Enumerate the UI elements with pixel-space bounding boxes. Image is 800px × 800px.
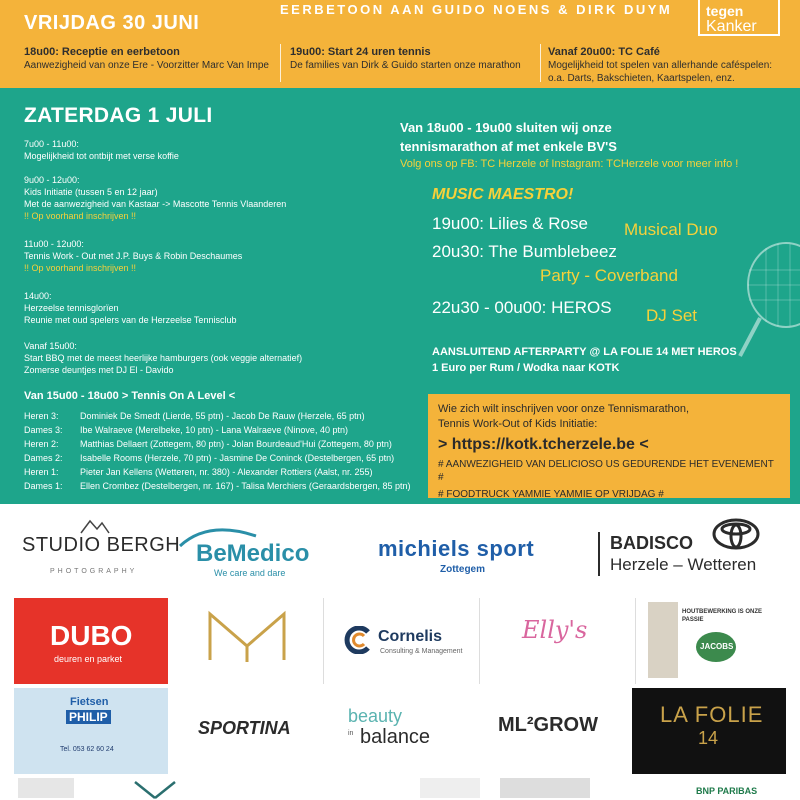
studio-bergh-logo-icon bbox=[80, 518, 110, 534]
program-line: Herzeelse tennisglorïen bbox=[24, 303, 119, 313]
event-text: Aanwezigheid van onze Ere - Voorzitter Marc Van Impe bbox=[24, 60, 269, 71]
sponsor-michiels-sport: michiels sport bbox=[378, 536, 535, 561]
program-line: Tennis Work - Out met J.P. Buys & Robin Deschaumes bbox=[24, 251, 243, 261]
bv-line1: Van 18u00 - 19u00 sluiten wij onze bbox=[400, 120, 612, 135]
program-line: Zomerse deuntjes met DJ El - Davido bbox=[24, 365, 174, 375]
sponsor-fietsen-philip bbox=[14, 688, 168, 774]
beauty-word: beauty bbox=[348, 706, 403, 726]
act-heros: 22u30 - 00u00: HEROS bbox=[432, 298, 612, 317]
match-players: Ellen Crombez (Destelbergen, nr. 167) - Talisa Merchiers (Geraardsbergen, 85 ptn) bbox=[80, 481, 411, 491]
sponsor-bnp-paribas: BNP PARIBAS bbox=[696, 786, 758, 796]
bv-line2: tennismarathon af met enkele BV'S bbox=[400, 139, 617, 154]
sponsor-jacobs bbox=[648, 598, 768, 684]
sponsor-sportina bbox=[170, 688, 324, 774]
jacobs-name: JACOBS bbox=[700, 642, 734, 651]
cornelis-logo-icon bbox=[344, 626, 372, 654]
note-line2: # FOODTRUCK YAMMIE YAMMIE OP VRIJDAG # bbox=[438, 489, 664, 500]
match-category: Heren 2: bbox=[24, 439, 59, 449]
match-row bbox=[24, 466, 372, 478]
match-category: Heren 1: bbox=[24, 467, 59, 477]
match-category: Dames 3: bbox=[24, 425, 63, 435]
match-category: Dames 1: bbox=[24, 481, 63, 491]
music-maestro-heading: MUSIC MAESTRO! bbox=[432, 186, 574, 203]
sponsor-thumbnail bbox=[420, 778, 480, 798]
badisco-name: BADISCO bbox=[610, 533, 694, 553]
sponsors-row-3 bbox=[0, 774, 800, 800]
divider bbox=[280, 44, 281, 82]
event-title: 18u00: Receptie en eerbetoon bbox=[24, 46, 180, 58]
dubo-name: DUBO bbox=[50, 620, 133, 651]
program-time: 11u00 - 12u00: bbox=[24, 239, 84, 249]
sponsor-dubo bbox=[14, 598, 168, 684]
match-row bbox=[24, 424, 348, 436]
signup-line2: Tennis Work-Out of Kids Initiatie: bbox=[438, 418, 598, 430]
act-heros-genre: DJ Set bbox=[646, 306, 698, 325]
program-item bbox=[24, 238, 242, 274]
event-text-2: o.a. Darts, Bakschieten, Kaartspelen, enz. bbox=[548, 73, 735, 84]
badisco-sub: Herzele – Wetteren bbox=[610, 555, 757, 574]
sponsor-thumbnail bbox=[500, 778, 590, 798]
program-warning: !! Op voorhand inschrijven !! bbox=[24, 263, 137, 273]
event-title: 19u00: Start 24 uren tennis bbox=[290, 46, 431, 58]
bv-announcement bbox=[400, 118, 790, 156]
program-line: Mogelijkheid tot ontbijt met verse koffie bbox=[24, 151, 179, 161]
philip-phone: Tel. 053 62 60 24 bbox=[60, 746, 114, 753]
sponsor-bemedico-sub: We care and dare bbox=[214, 568, 286, 578]
event-text: De families van Dirk & Guido starten onze marathon bbox=[290, 60, 521, 71]
match-row bbox=[24, 410, 365, 422]
monogram-logo-icon bbox=[204, 608, 290, 664]
sponsor-bemedico: BeMedico bbox=[196, 540, 310, 567]
cornelis-sub: Consulting & Management bbox=[380, 648, 463, 655]
signup-box bbox=[428, 394, 790, 498]
program-line: Reunie met oud spelers van de Herzeelse Tennisclub bbox=[24, 315, 237, 325]
program-item bbox=[24, 174, 286, 222]
act-bumblebeez: 20u30: The Bumblebeez bbox=[432, 242, 617, 261]
signup-line1: Wie zich wilt inschrijven voor onze Tennismarathon, bbox=[438, 403, 690, 415]
match-row bbox=[24, 452, 394, 464]
dubo-sub: deuren en parket bbox=[54, 654, 123, 664]
door-image-icon bbox=[648, 602, 678, 678]
sportina-name: SPORTINA bbox=[198, 718, 291, 738]
act-lilies-rose-genre: Musical Duo bbox=[624, 220, 718, 239]
afterparty-line2: 1 Euro per Rum / Wodka naar KOTK bbox=[432, 362, 620, 374]
fietsen-label: Fietsen bbox=[70, 696, 109, 708]
badge-line2: Kanker bbox=[706, 18, 757, 35]
program-line: Start BBQ met de meest heerlijke hamburgers (ook veggie alternatief) bbox=[24, 353, 303, 363]
jacobs-slogan: HOUTBEWERKING IS ONZE PASSIE bbox=[682, 609, 763, 623]
divider bbox=[540, 44, 541, 82]
note-line1: # AANWEZIGHEID VAN DELICIOSO US GEDURENDE HET EVENEMENT # bbox=[438, 459, 774, 483]
wings-logo-icon bbox=[130, 778, 180, 800]
sponsor-ellys bbox=[482, 598, 636, 684]
sponsor-thumbnail bbox=[18, 778, 74, 798]
program-time: Vanaf 15u00: bbox=[24, 341, 77, 351]
tennis-racket-icon bbox=[736, 240, 800, 360]
sponsor-michiels-sub: Zottegem bbox=[440, 564, 485, 575]
sponsor-monogram bbox=[170, 598, 324, 684]
match-players: Dominiek De Smedt (Lierde, 55 ptn) - Jacob De Rauw (Herzele, 65 ptn) bbox=[80, 411, 365, 421]
lafolie-number: 14 bbox=[698, 728, 719, 748]
match-players: Matthias Dellaert (Zottegem, 80 ptn) - Jolan Bourdeaud'Hui (Zottegem, 80 ptn) bbox=[80, 439, 392, 449]
match-players: Isabelle Rooms (Herzele, 70 ptn) - Jasmine De Coninck (Destelbergen, 65 ptn) bbox=[80, 453, 395, 463]
sponsor-studio-bergh-sub: PHOTOGRAPHY bbox=[50, 568, 138, 575]
event-title: Vanaf 20u00: TC Café bbox=[548, 46, 660, 58]
friday-section bbox=[0, 0, 800, 88]
cornelis-name: Cornelis bbox=[378, 628, 443, 645]
act-bumblebeez-genre: Party - Coverband bbox=[540, 266, 678, 285]
signup-link[interactable]: > https://kotk.tcherzele.be < bbox=[438, 436, 649, 453]
program-time: 14u00: bbox=[24, 291, 52, 301]
match-category: Dames 2: bbox=[24, 453, 63, 463]
program-item bbox=[24, 290, 236, 326]
program-time: 9u00 - 12u00: bbox=[24, 175, 80, 185]
event-text: Mogelijkheid tot spelen van allerhande caféspelen: bbox=[548, 60, 773, 71]
act-lilies-rose: 19u00: Lilies & Rose bbox=[432, 214, 588, 233]
match-category: Heren 3: bbox=[24, 411, 59, 421]
friday-event-1 bbox=[24, 46, 274, 72]
friday-event-2 bbox=[290, 46, 540, 72]
program-line: Kids Initiatie (tussen 5 en 12 jaar) bbox=[24, 187, 158, 197]
sponsor-mlgrow bbox=[482, 688, 636, 774]
kotk-badge bbox=[698, 0, 780, 36]
match-players: Ibe Walraeve (Merelbeke, 10 ptn) - Lana Walraeve (Ninove, 40 ptn) bbox=[80, 425, 348, 435]
philip-name: PHILIP bbox=[66, 710, 111, 724]
saturday-title: ZATERDAG 1 JULI bbox=[24, 104, 213, 127]
social-follow: Volg ons op FB: TC Herzele of Instagram: TCHerzele voor meer info ! bbox=[400, 158, 739, 170]
sponsor-studio-bergh: STUDIO BERGH bbox=[22, 534, 181, 556]
tennis-level-heading: Van 15u00 - 18u00 > Tennis On A Level < bbox=[24, 390, 236, 402]
sponsor-la-folie bbox=[632, 688, 786, 774]
program-item bbox=[24, 138, 179, 162]
match-row bbox=[24, 480, 411, 492]
tribute-title: EERBETOON AAN GUIDO NOENS & DIRK DUYM bbox=[280, 2, 673, 17]
match-players: Pieter Jan Kellens (Wetteren, nr. 380) - Alexander Rottiers (Aalst, nr. 255) bbox=[80, 467, 373, 477]
program-time: 7u00 - 11u00: bbox=[24, 139, 79, 149]
match-row bbox=[24, 438, 392, 450]
mlgrow-name: ML²GROW bbox=[498, 714, 598, 736]
afterparty-line1: AANSLUITEND AFTERPARTY @ LA FOLIE 14 MET HEROS bbox=[432, 346, 737, 358]
afterparty-info bbox=[432, 344, 737, 376]
sponsor-beauty-balance bbox=[326, 688, 480, 774]
toyota-logo-icon bbox=[712, 518, 760, 550]
beauty-in: in bbox=[348, 730, 354, 737]
badge-line1: tegen bbox=[706, 3, 744, 19]
friday-event-3 bbox=[548, 46, 796, 85]
balance-word: balance bbox=[360, 726, 431, 748]
lafolie-name: LA FOLIE bbox=[660, 702, 764, 727]
sponsor-cornelis bbox=[326, 598, 480, 684]
saturday-section bbox=[0, 88, 800, 504]
program-warning: !! Op voorhand inschrijven !! bbox=[24, 211, 137, 221]
program-item bbox=[24, 340, 302, 376]
ellys-name: Elly's bbox=[522, 616, 588, 644]
program-line: Met de aanwezigheid van Kastaar -> Mascotte Tennis Vlaanderen bbox=[24, 199, 287, 209]
friday-title: VRIJDAG 30 JUNI bbox=[24, 12, 200, 34]
